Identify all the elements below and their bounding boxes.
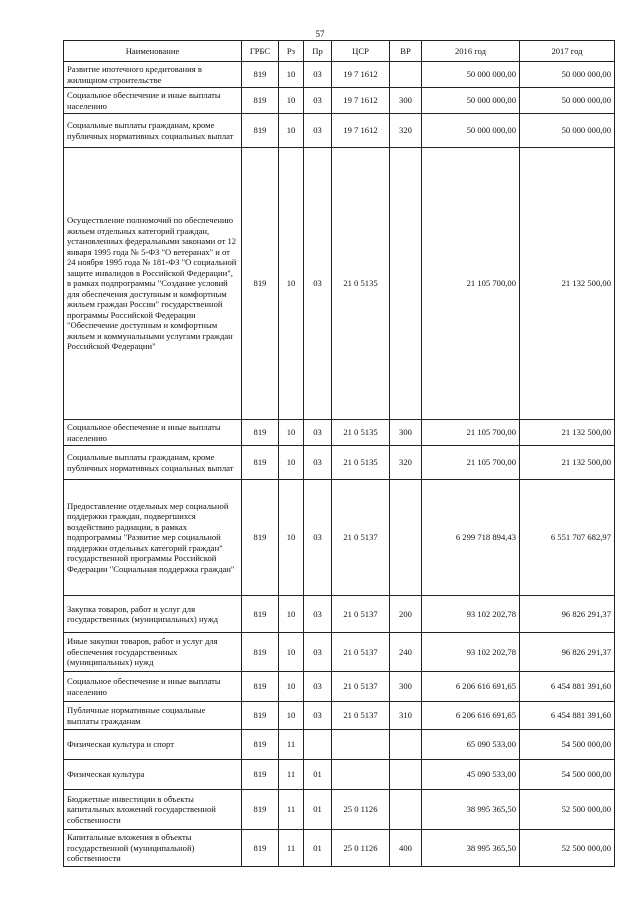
table-row [64,596,615,633]
row-csr: 21 0 5135 [332,420,390,446]
header-2016: 2016 год [422,41,520,62]
row-name: Бюджетные инвестиции в объекты капитальных вложений государственной собственности [64,790,242,830]
row-amount-2017: 6 454 881 391,60 [520,672,615,702]
row-csr: 21 0 5137 [332,480,390,596]
table-row [64,480,615,596]
table-row [64,114,615,148]
row-amount-2017: 21 132 500,00 [520,446,615,480]
table-row [64,790,615,830]
row-grbs: 819 [242,62,279,88]
row-rz: 10 [279,88,304,114]
row-amount-2017: 50 000 000,00 [520,88,615,114]
row-rz: 10 [279,148,304,420]
row-vr: 240 [390,633,422,672]
row-csr: 25 0 1126 [332,790,390,830]
row-grbs: 819 [242,596,279,633]
row-amount-2016: 21 105 700,00 [422,420,520,446]
row-csr [332,760,390,790]
row-rz: 11 [279,730,304,760]
row-name: Социальное обеспечение и иные выплаты населению [64,672,242,702]
table-row [64,672,615,702]
row-vr [390,480,422,596]
row-name: Физическая культура и спорт [64,730,242,760]
header-csr: ЦСР [332,41,390,62]
header-2017: 2017 год [520,41,615,62]
row-vr: 320 [390,446,422,480]
row-pr: 03 [304,446,332,480]
row-vr [390,148,422,420]
row-name: Развитие ипотечного кредитования в жилищном строительстве [64,62,242,88]
row-grbs: 819 [242,114,279,148]
row-amount-2017: 96 826 291,37 [520,596,615,633]
row-pr: 03 [304,596,332,633]
row-pr: 03 [304,420,332,446]
row-grbs: 819 [242,88,279,114]
row-rz: 10 [279,446,304,480]
row-rz: 11 [279,790,304,830]
row-amount-2017: 50 000 000,00 [520,114,615,148]
row-pr: 03 [304,148,332,420]
budget-table [63,40,615,867]
row-name: Осуществление полномочий по обеспечению жильем отдельных категорий граждан, установленных федеральными законами от 12 января 1995 года № 5-ФЗ "О ветеранах" и от 24 ноября 1995 года № 181-ФЗ "О социальной защите инвалидов в Российской Федерации", в рамках подпрограммы "Создание условий для обеспечения доступным и комфортным жильем граждан России" государственной программы Российской Федерации "Обеспечение доступным и комфортным жильем и коммунальными услугами граждан Российской Федерации" [64,148,242,420]
row-amount-2016: 38 995 365,50 [422,790,520,830]
row-csr: 21 0 5135 [332,446,390,480]
row-rz: 10 [279,480,304,596]
table-row [64,830,615,867]
row-pr: 03 [304,88,332,114]
row-pr: 03 [304,672,332,702]
row-amount-2017: 50 000 000,00 [520,62,615,88]
row-grbs: 819 [242,420,279,446]
table-row [64,633,615,672]
row-amount-2016: 65 090 533,00 [422,730,520,760]
row-amount-2016: 45 090 533,00 [422,760,520,790]
row-amount-2016: 50 000 000,00 [422,114,520,148]
table-row [64,760,615,790]
row-amount-2017: 54 500 000,00 [520,730,615,760]
row-grbs: 819 [242,730,279,760]
row-amount-2016: 21 105 700,00 [422,148,520,420]
header-name: Наименование [64,41,242,62]
row-csr: 25 0 1126 [332,830,390,867]
table-row [64,62,615,88]
row-amount-2016: 6 206 616 691,65 [422,672,520,702]
row-grbs: 819 [242,148,279,420]
header-vr: ВР [390,41,422,62]
row-name: Социальное обеспечение и иные выплаты населению [64,420,242,446]
row-rz: 10 [279,420,304,446]
row-csr: 19 7 1612 [332,62,390,88]
row-amount-2016: 6 206 616 691,65 [422,702,520,730]
row-name: Закупка товаров, работ и услуг для государственных (муниципальных) нужд [64,596,242,633]
row-name: Иные закупки товаров, работ и услуг для обеспечения государственных (муниципальных) нужд [64,633,242,672]
row-amount-2016: 93 102 202,78 [422,633,520,672]
row-name: Социальные выплаты гражданам, кроме публичных нормативных социальных выплат [64,114,242,148]
row-grbs: 819 [242,702,279,730]
row-amount-2016: 21 105 700,00 [422,446,520,480]
header-row [64,41,615,62]
row-amount-2017: 96 826 291,37 [520,633,615,672]
row-csr: 21 0 5137 [332,633,390,672]
row-amount-2017: 6 551 707 682,97 [520,480,615,596]
row-pr: 03 [304,62,332,88]
row-vr: 320 [390,114,422,148]
row-amount-2016: 93 102 202,78 [422,596,520,633]
row-rz: 10 [279,672,304,702]
row-grbs: 819 [242,790,279,830]
table-row [64,730,615,760]
row-vr: 200 [390,596,422,633]
row-pr: 03 [304,480,332,596]
row-rz: 10 [279,633,304,672]
row-rz: 11 [279,760,304,790]
row-name: Социальные выплаты гражданам, кроме публичных нормативных социальных выплат [64,446,242,480]
row-amount-2016: 50 000 000,00 [422,88,520,114]
row-amount-2016: 50 000 000,00 [422,62,520,88]
row-amount-2017: 52 500 000,00 [520,830,615,867]
row-csr: 21 0 5135 [332,148,390,420]
row-csr: 21 0 5137 [332,672,390,702]
row-pr: 03 [304,702,332,730]
row-vr: 310 [390,702,422,730]
row-vr [390,730,422,760]
row-pr: 01 [304,830,332,867]
row-csr: 19 7 1612 [332,114,390,148]
row-name: Физическая культура [64,760,242,790]
table-row [64,88,615,114]
row-amount-2017: 52 500 000,00 [520,790,615,830]
row-grbs: 819 [242,633,279,672]
row-rz: 10 [279,114,304,148]
row-vr [390,760,422,790]
table-body [64,62,615,867]
row-pr: 01 [304,760,332,790]
header-grbs: ГРБС [242,41,279,62]
row-pr [304,730,332,760]
header-rz: Рз [279,41,304,62]
row-vr [390,790,422,830]
row-grbs: 819 [242,830,279,867]
header-pr: Пр [304,41,332,62]
table-row [64,148,615,420]
row-vr [390,62,422,88]
table-row [64,420,615,446]
row-vr: 300 [390,88,422,114]
row-name: Капитальные вложения в объекты государственной (муниципальной) собственности [64,830,242,867]
row-rz: 10 [279,62,304,88]
row-pr: 03 [304,633,332,672]
row-amount-2017: 21 132 500,00 [520,148,615,420]
row-rz: 10 [279,702,304,730]
row-name: Социальное обеспечение и иные выплаты населению [64,88,242,114]
row-amount-2017: 6 454 881 391,60 [520,702,615,730]
row-amount-2017: 21 132 500,00 [520,420,615,446]
row-vr: 300 [390,420,422,446]
row-amount-2017: 54 500 000,00 [520,760,615,790]
table-row [64,702,615,730]
row-name: Предоставление отдельных мер социальной поддержки граждан, подвергшихся воздействию радиации, в рамках подпрограммы "Развитие мер социальной поддержки отдельных категорий граждан" государственной программы Российской Федерации "Социальная поддержка граждан" [64,480,242,596]
table-row [64,446,615,480]
row-vr: 300 [390,672,422,702]
row-grbs: 819 [242,480,279,596]
row-vr: 400 [390,830,422,867]
row-grbs: 819 [242,672,279,702]
row-pr: 01 [304,790,332,830]
row-pr: 03 [304,114,332,148]
page-number: 57 [315,29,325,39]
row-csr: 19 7 1612 [332,88,390,114]
row-csr: 21 0 5137 [332,596,390,633]
row-rz: 11 [279,830,304,867]
row-grbs: 819 [242,446,279,480]
row-rz: 10 [279,596,304,633]
row-grbs: 819 [242,760,279,790]
row-amount-2016: 38 995 365,50 [422,830,520,867]
row-amount-2016: 6 299 718 894,43 [422,480,520,596]
row-csr [332,730,390,760]
row-name: Публичные нормативные социальные выплаты гражданам [64,702,242,730]
row-csr: 21 0 5137 [332,702,390,730]
